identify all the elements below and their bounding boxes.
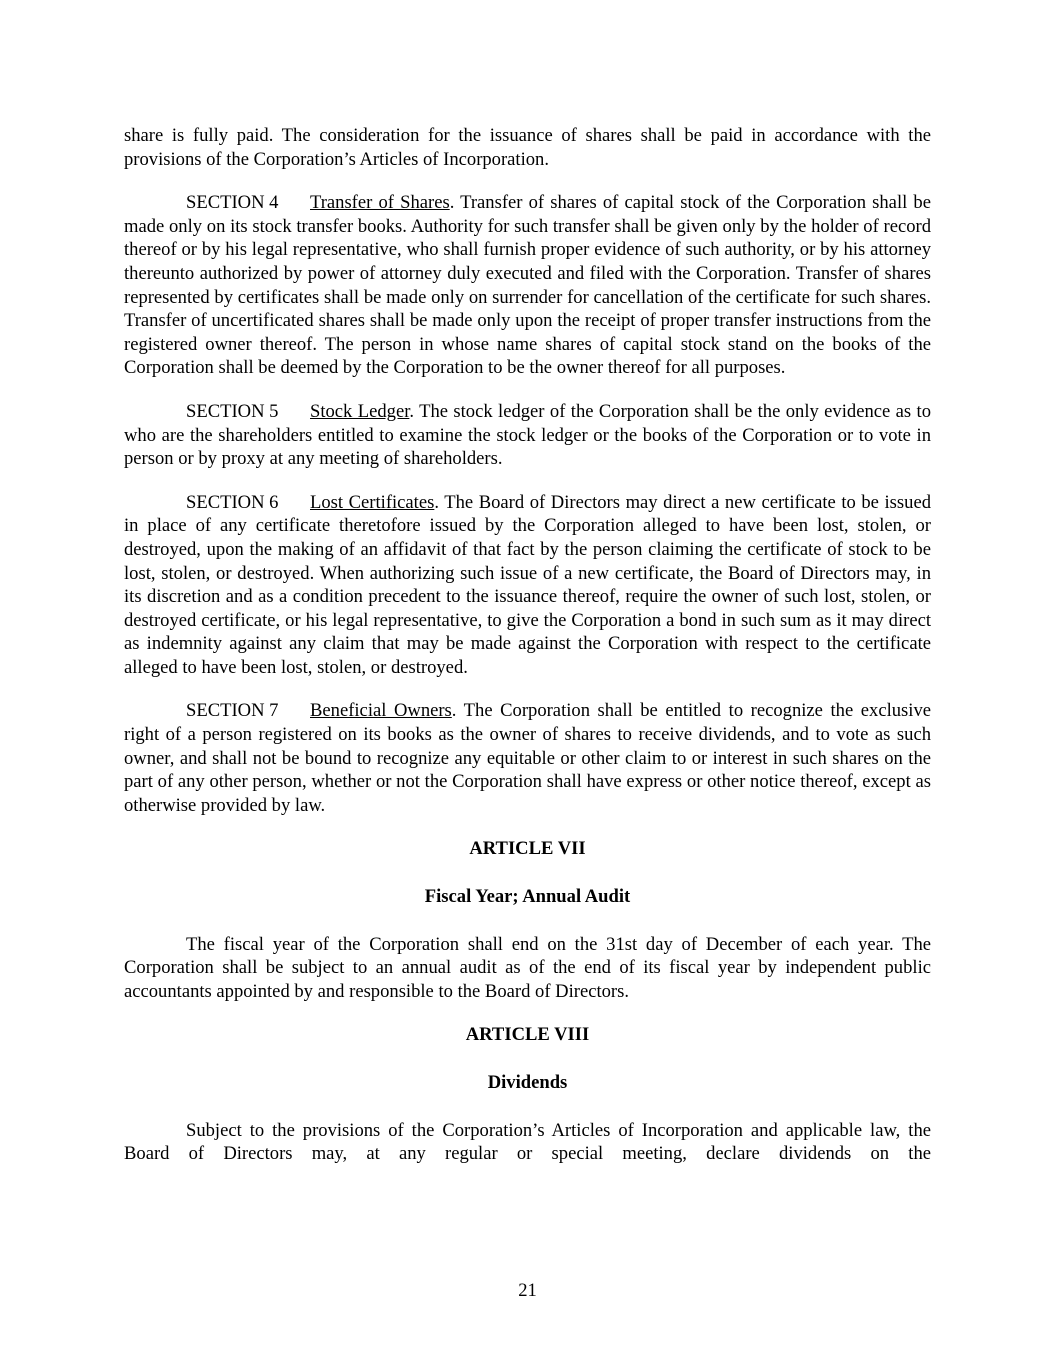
section-7-number: SECTION 7 [186, 700, 279, 722]
section-7-body: . The Corporation shall be entitled to recognize the exclusive right of a person registered on its books as the owner of shares to receive dividends, and to vote as such owner, and shall not be bound to recognize any equitable or other claim to or interest in such shares on the part of any other person, whether or not the Corporation shall have express or other notice thereof, except as otherwise provided by law. [124, 700, 931, 816]
section-5-body: . The stock ledger of the Corporation shall be the only evidence as to who are the shareholders entitled to examine the stock ledger or the books of the Corporation or to vote in person or by proxy at any meeting of shareholders. [124, 400, 931, 470]
section-4-body: . Transfer of shares of capital stock of the Corporation shall be made only on its stock transfer books. Authority for such transfer shall be given only by the holder of record thereof or by his legal representative, who shall furnish proper evidence of such authority, or by his attorney thereunto authorized by power of attorney duly executed and filed with the Corporation. Transfer of shares represented by certificates shall be made only on surrender for cancellation of the certificate for such shares. Transfer of uncertificated shares shall be made only upon the receipt of proper transfer instructions from the registered owner thereof. The person in whose name shares of capital stock stand on the books of the Corporation shall be deemed by the Corporation to be the owner thereof for all purposes. [124, 192, 931, 379]
section-5-paragraph [124, 400, 931, 471]
article-7-heading: ARTICLE VII [469, 838, 586, 860]
article-7-body: The fiscal year of the Corporation shall end on the 31st day of December of each year. The Corporation shall be subject to an annual audit as of the end of its fiscal year by independent public accountants appointed by and responsible to the Board of Directors. [124, 933, 931, 1002]
section-6-paragraph [124, 491, 931, 680]
section-5-number: SECTION 5 [186, 400, 279, 422]
article-8-subheading: Dividends [487, 1072, 568, 1093]
section-6-number: SECTION 6 [186, 491, 279, 513]
intro-paragraph: share is fully paid. The consideration for the issuance of shares shall be paid in accordance with the provisions of the Corporation’s Articles of Incorporation. [124, 125, 931, 170]
section-4-number: SECTION 4 [186, 192, 279, 214]
section-6-body: . The Board of Directors may direct a new certificate to be issued in place of any certificate theretofore issued by the Corporation alleged to have been lost, stolen, or destroyed, upon the making of an affidavit of that fact by the person claiming the certificate of stock to be lost, stolen, or destroyed. When authorizing such issue of a new certificate, the Board of Directors may, in its discretion and as a condition precedent to the issuance thereof, require the owner of such lost, stolen, or destroyed certificate, or his legal representative, to give the Corporation a bond in such sum as it may direct as indemnity against any claim that may be made against the Corporation with respect to the certificate alleged to have been lost, stolen, or destroyed. [124, 491, 931, 678]
section-6-title: Lost Certificates [310, 491, 435, 513]
article-8-heading: ARTICLE VIII [465, 1024, 590, 1046]
document-page [124, 124, 931, 1186]
section-4-paragraph [124, 191, 931, 380]
section-7-paragraph [124, 699, 931, 817]
article-8-body: Subject to the provisions of the Corporation’s Articles of Incorporation and applicable law, the Board of Directors may, at any regular or special meeting, declare dividends on the [124, 1119, 931, 1165]
section-7-title: Beneficial Owners [310, 700, 452, 722]
article-7-subheading: Fiscal Year; Annual Audit [424, 886, 631, 908]
page-number: 21 [518, 1280, 537, 1301]
section-4-title: Transfer of Shares [310, 192, 450, 214]
section-5-title: Stock Ledger [310, 400, 410, 422]
